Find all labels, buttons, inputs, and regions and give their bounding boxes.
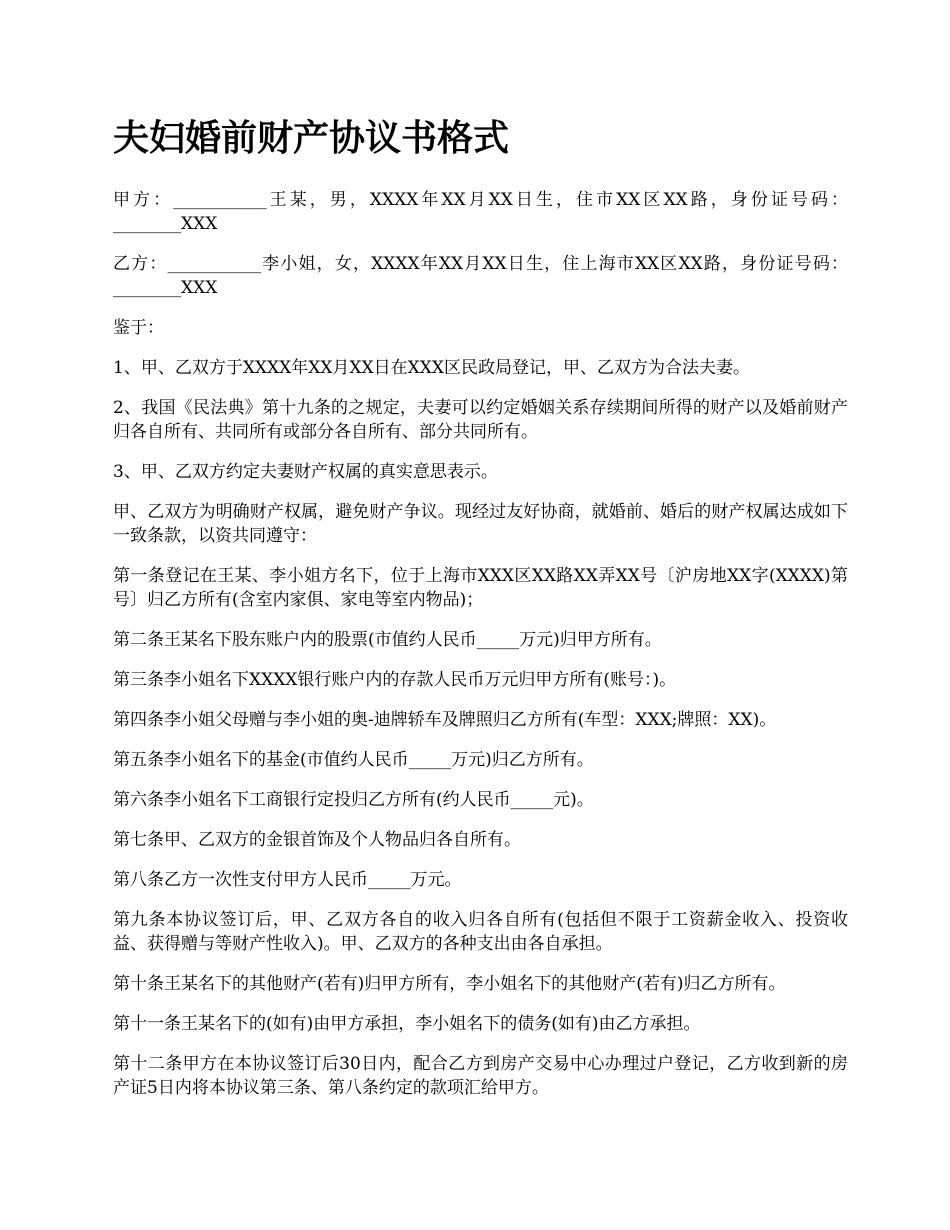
article-11: 第十一条王某名下的(如有)由甲方承担，李小姐名下的债务(如有)由乙方承担。	[113, 1014, 701, 1034]
article-5: 第五条李小姐名下的基金(市值约人民币_____万元)归乙方所有。	[113, 750, 594, 770]
whereas-item-1: 1、甲、乙双方于XXXX年XX月XX日在XXX区民政局登记，甲、乙双方为合法夫妻。	[113, 358, 750, 378]
article-8: 第八条乙方一次性支付甲方人民币_____万元。	[113, 870, 462, 890]
party-b-paragraph: 乙方：___________李小姐，女，XXXX年XX月XX日生，住上海市XX区XX路，身份证号码：________XXX	[113, 254, 848, 298]
document-body	[113, 112, 848, 1116]
document-title: 夫妇婚前财产协议书格式	[113, 117, 510, 159]
preamble-paragraph: 甲、乙双方为明确财产权属，避免财产争议。现经过友好协商，就婚前、婚后的财产权属达成如下一致条款，以资共同遵守：	[113, 502, 848, 546]
article-2: 第二条王某名下股东账户内的股票(市值约人民币_____万元)归甲方所有。	[113, 630, 662, 650]
article-9: 第九条本协议签订后，甲、乙双方各自的收入归各自所有(包括但不限于工资薪金收入、投资收益、获得赠与等财产性收入)。甲、乙双方的各种支出由各自承担。	[113, 910, 848, 954]
article-1: 第一条登记在王某、李小姐方名下，位于上海市XXX区XX路XX弄XX号〔沪房地XX字(XXXX)第号〕归乙方所有(含室内家俱、家电等室内物品)；	[113, 566, 848, 610]
whereas-item-2: 2、我国《民法典》第十九条的之规定，夫妻可以约定婚姻关系存续期间所得的财产以及婚前财产归各自所有、共同所有或部分各自所有、部分共同所有。	[113, 398, 848, 442]
article-3: 第三条李小姐名下XXXX银行账户内的存款人民币万元归甲方所有(账号：)。	[113, 670, 677, 690]
article-10: 第十条王某名下的其他财产(若有)归甲方所有，李小姐名下的其他财产(若有)归乙方所有。	[113, 974, 786, 994]
article-7: 第七条甲、乙双方的金银首饰及个人物品归各自所有。	[113, 830, 521, 850]
article-6: 第六条李小姐名下工商银行定投归乙方所有(约人民币_____元)。	[113, 790, 594, 810]
article-4: 第四条李小姐父母赠与李小姐的奥-迪牌轿车及牌照归乙方所有(车型：XXX;牌照：XX)。	[113, 710, 777, 730]
party-a-paragraph: 甲方：___________王某，男，XXXX年XX月XX日生，住市XX区XX路，身份证号码：________XXX	[113, 190, 848, 234]
article-12: 第十二条甲方在本协议签订后30日内，配合乙方到房产交易中心办理过户登记，乙方收到新的房产证5日内将本协议第三条、第八条约定的款项汇给甲方。	[113, 1054, 848, 1098]
whereas-item-3: 3、甲、乙双方约定夫妻财产权属的真实意思表示。	[113, 462, 498, 482]
whereas-heading: 鉴于：	[113, 318, 164, 338]
